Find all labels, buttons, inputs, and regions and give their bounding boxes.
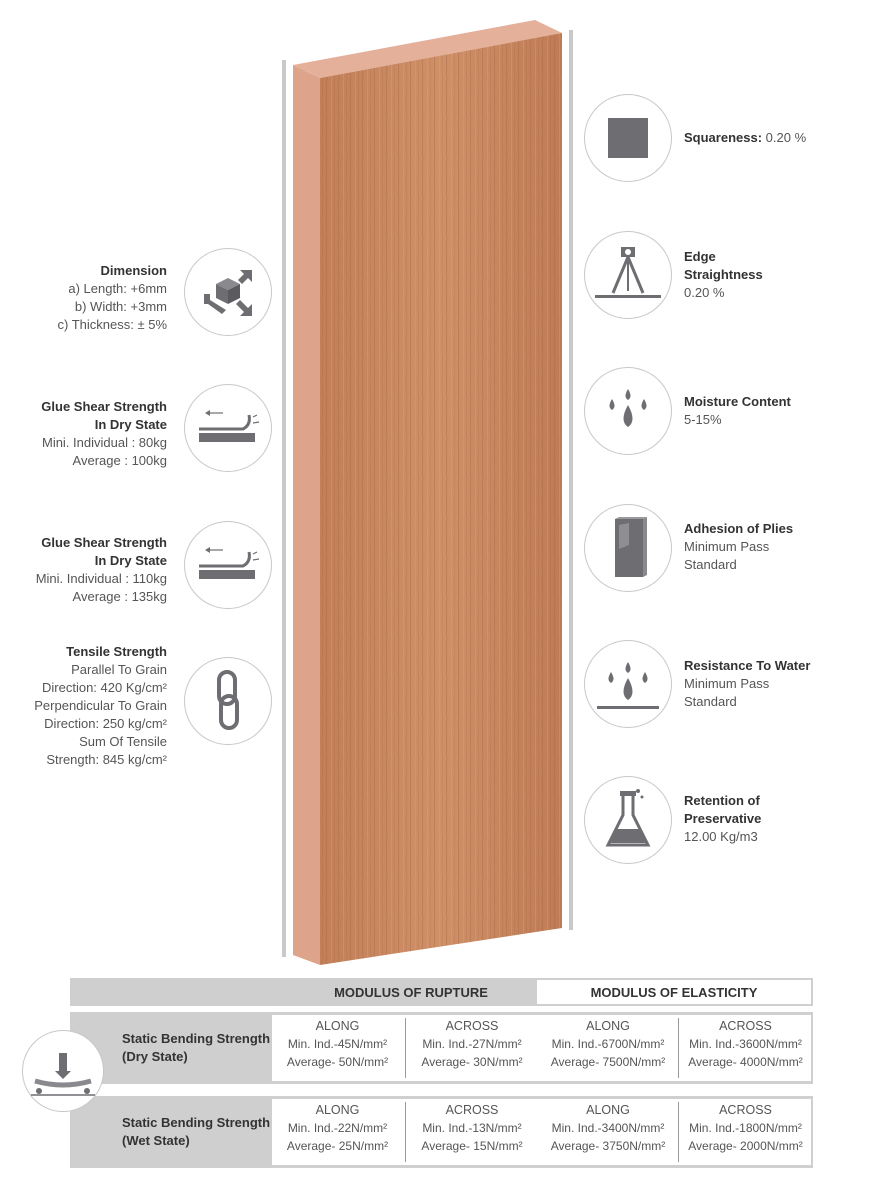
cell-min: Min. Ind.-27N/mm²: [422, 1037, 522, 1051]
header-modulus-rupture: MODULUS OF RUPTURE: [334, 984, 488, 1000]
header-modulus-elasticity: MODULUS OF ELASTICITY: [537, 980, 811, 1004]
cell-head: ALONG: [315, 1103, 360, 1117]
glue-shear-dry-circle: [184, 384, 272, 472]
flask-icon: [598, 785, 658, 855]
cell-min: Min. Ind.-45N/mm²: [287, 1037, 388, 1051]
cell-divider: [678, 1102, 679, 1162]
glue-shear-title-2: In Dry State: [94, 553, 167, 568]
moisture-title: Moisture Content: [684, 394, 791, 409]
table-header: [70, 978, 813, 1006]
ply-sheet-icon: [603, 515, 653, 581]
cell-head: ALONG: [315, 1019, 360, 1033]
glue-shear-avg: Average : 135kg: [72, 589, 167, 604]
squareness-circle: [584, 94, 672, 182]
squareness-title: Squareness:: [684, 130, 763, 145]
cell-avg: Average- 15N/mm²: [421, 1139, 523, 1153]
row-name-line: (Wet State): [122, 1133, 190, 1148]
dimension-circle: [184, 248, 272, 336]
adhesion-line: Standard: [684, 557, 737, 572]
bending-test-icon: [23, 1031, 103, 1111]
cell-divider: [405, 1102, 406, 1162]
edge-title-2: Straightness: [684, 267, 763, 282]
cell-min: Min. Ind.-3400N/mm²: [551, 1121, 665, 1135]
cell-divider: [678, 1018, 679, 1078]
cell-min: Min. Ind.-13N/mm²: [422, 1121, 522, 1135]
tensile-strength-circle: [184, 657, 272, 745]
glue-shear-min: Mini. Individual : 80kg: [41, 435, 167, 450]
cell-avg: Average- 2000N/mm²: [688, 1139, 803, 1153]
tensile-line: Sum Of Tensile: [79, 734, 167, 749]
edge-title: Edge: [684, 249, 716, 264]
preservative-value: 12.00 Kg/m3: [684, 829, 758, 844]
dimension-label: [58, 262, 167, 334]
glue-shear-avg: Average : 100kg: [72, 453, 167, 468]
adhesion-line: Minimum Pass: [684, 539, 770, 554]
cell-avg: Average- 30N/mm²: [421, 1055, 523, 1069]
table-cell: [540, 1101, 676, 1167]
cell-head: ALONG: [586, 1019, 630, 1033]
cell-avg: Average- 7500N/mm²: [550, 1055, 666, 1069]
water-resistance-line: Minimum Pass: [684, 676, 770, 691]
dimension-thickness: c) Thickness: ± 5%: [57, 317, 167, 332]
glue-shear-icon: [193, 540, 263, 590]
water-drops-icon: [598, 381, 658, 441]
cell-min: Min. Ind.-6700N/mm²: [551, 1037, 665, 1051]
surveyor-tripod-icon: [591, 243, 665, 307]
glue-shear-title-2: In Dry State: [94, 417, 167, 432]
preservative-title-2: Preservative: [684, 811, 762, 826]
glue-shear-label-1: [41, 398, 167, 470]
water-resistance-icon: [593, 652, 663, 716]
table-row: [70, 1096, 813, 1168]
tensile-line: Perpendicular To Grain: [34, 698, 167, 713]
dimension-width: b) Width: +3mm: [74, 299, 167, 314]
moisture-value: 5-15%: [684, 412, 722, 427]
cell-min: Min. Ind.-3600N/mm²: [689, 1037, 802, 1051]
row-name-line: (Dry State): [122, 1049, 188, 1064]
table-cell: [272, 1101, 403, 1167]
adhesion-title: Adhesion of Plies: [684, 521, 794, 536]
cell-avg: Average- 4000N/mm²: [688, 1055, 803, 1069]
table-cell: [680, 1017, 811, 1083]
row-name-line: Static Bending Strength: [122, 1031, 271, 1046]
cell-avg: Average- 25N/mm²: [286, 1139, 389, 1153]
table-cell: [680, 1101, 811, 1167]
cell-min: Min. Ind.-22N/mm²: [287, 1121, 388, 1135]
row-values: [272, 1015, 811, 1081]
cube-arrows-icon: [196, 260, 260, 324]
tensile-line: Strength: 845 kg/cm²: [46, 752, 167, 767]
glue-shear-label-2: [36, 534, 167, 606]
cell-avg: Average- 3750N/mm²: [550, 1139, 666, 1153]
moisture-circle: [584, 367, 672, 455]
cell-head: ACROSS: [719, 1019, 772, 1033]
water-resistance-circle: [584, 640, 672, 728]
glue-shear-min: Mini. Individual : 110kg: [35, 571, 167, 586]
table-cell: [407, 1101, 537, 1167]
tensile-strength-label: [34, 643, 167, 769]
glue-shear-dry-circle-2: [184, 521, 272, 609]
cell-divider: [405, 1018, 406, 1078]
dimension-length: a) Length: +6mm: [68, 281, 167, 296]
squareness-label: [684, 129, 806, 147]
tensile-line: Parallel To Grain: [71, 662, 167, 677]
adhesion-label: [684, 520, 793, 574]
left-divider-line: [282, 60, 286, 957]
squareness-value: 0.20 %: [765, 130, 807, 145]
water-resistance-label: [684, 657, 810, 711]
table-cell: [407, 1017, 537, 1083]
tensile-line: Direction: 250 kg/cm²: [44, 716, 167, 731]
water-resistance-title: Resistance To Water: [684, 658, 811, 673]
tensile-title: Tensile Strength: [66, 644, 167, 659]
moisture-label: [684, 393, 791, 429]
chain-link-icon: [208, 666, 248, 736]
row-values: [272, 1099, 811, 1165]
edge-straightness-circle: [584, 231, 672, 319]
bending-test-circle: [22, 1030, 104, 1112]
board-left-edge: [293, 65, 320, 965]
tensile-line: Direction: 420 Kg/cm²: [42, 680, 167, 695]
edge-value: 0.20 %: [684, 285, 725, 300]
row-name: [122, 1030, 270, 1066]
cell-head: ACROSS: [445, 1103, 499, 1117]
square-icon: [606, 116, 650, 160]
water-resistance-line: Standard: [684, 694, 737, 709]
edge-straightness-label: [684, 248, 763, 302]
glue-shear-title: Glue Shear Strength: [41, 535, 167, 550]
cell-head: ACROSS: [719, 1103, 772, 1117]
preservative-circle: [584, 776, 672, 864]
preservative-title: Retention of: [684, 793, 760, 808]
glue-shear-title: Glue Shear Strength: [41, 399, 167, 414]
dimension-title: Dimension: [100, 263, 167, 278]
row-name: [122, 1114, 270, 1150]
glue-shear-icon: [193, 403, 263, 453]
table-row: [70, 1012, 813, 1084]
adhesion-circle: [584, 504, 672, 592]
row-name-line: Static Bending Strength: [122, 1115, 271, 1130]
right-divider-line: [569, 30, 573, 930]
cell-avg: Average- 50N/mm²: [286, 1055, 389, 1069]
cell-min: Min. Ind.-1800N/mm²: [689, 1121, 802, 1135]
cell-head: ALONG: [586, 1103, 630, 1117]
preservative-label: [684, 792, 761, 846]
table-cell: [272, 1017, 403, 1083]
table-cell: [540, 1017, 676, 1083]
cell-head: ACROSS: [445, 1019, 499, 1033]
